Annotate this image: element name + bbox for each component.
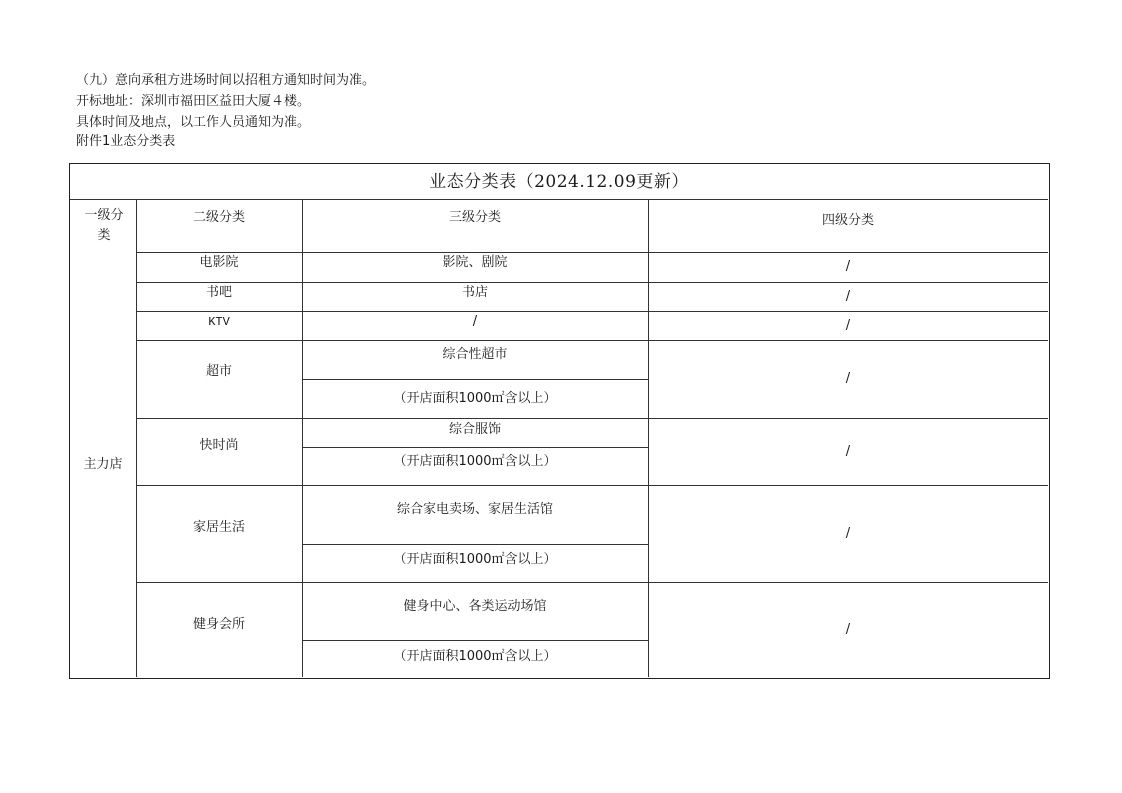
table-row-level3-note: （开店面积1000㎡含以上）	[393, 454, 557, 469]
header-level3: 三级分类	[448, 210, 501, 225]
table-row-level4: /	[845, 371, 851, 386]
table-row-level3: 健身中心、各类运动场馆	[403, 599, 547, 614]
table-row-level3: 综合性超市	[442, 347, 508, 362]
intro-line-3: 具体时间及地点，以工作人员通知为准。	[76, 115, 311, 130]
table-row-level2: 电影院	[199, 255, 239, 270]
table-row-level3: /	[472, 314, 478, 329]
table-row-level3-note: （开店面积1000㎡含以上）	[393, 390, 557, 406]
attachment-label: 附件1业态分类表	[76, 134, 176, 149]
table-row-level4: /	[845, 288, 851, 304]
table-row-level3-note: （开店面积1000㎡含以上）	[393, 649, 557, 664]
header-level2: 二级分类	[192, 210, 245, 225]
table-row-level4: /	[845, 259, 851, 274]
level1-value: 主力店	[83, 456, 123, 472]
intro-line-2: 开标地址：深圳市福田区益田大厦４楼。	[76, 94, 311, 109]
intro-line-1: （九）意向承租方进场时间以招租方通知时间为准。	[76, 73, 376, 88]
table-row-level4: /	[845, 525, 851, 541]
table-row-level2: 健身会所	[192, 617, 245, 632]
business-category-table	[69, 163, 1050, 679]
table-row-level3: 书店	[461, 285, 488, 300]
table-row-level4: /	[845, 317, 851, 333]
table-row-level2: 快时尚	[199, 438, 239, 453]
table-row-level3: 影院、剧院	[442, 255, 508, 270]
table-row-level4: /	[845, 621, 851, 637]
table-row-level2: 超市	[205, 364, 232, 379]
table-row-level3: 综合家电卖场、家居生活馆	[396, 502, 553, 517]
table-row-level3-note: （开店面积1000㎡含以上）	[393, 552, 557, 567]
table-row-level2: KTV	[208, 315, 230, 329]
header-level1: 一级分类	[84, 207, 124, 243]
table-row-level3: 综合服饰	[448, 422, 501, 437]
table-row-level2: 家居生活	[192, 520, 245, 535]
table-title: 业态分类表（2024.12.09更新）	[429, 171, 689, 192]
header-level4: 四级分类	[821, 213, 874, 228]
table-row-level2: 书吧	[205, 285, 232, 300]
table-row-level4: /	[845, 443, 851, 459]
